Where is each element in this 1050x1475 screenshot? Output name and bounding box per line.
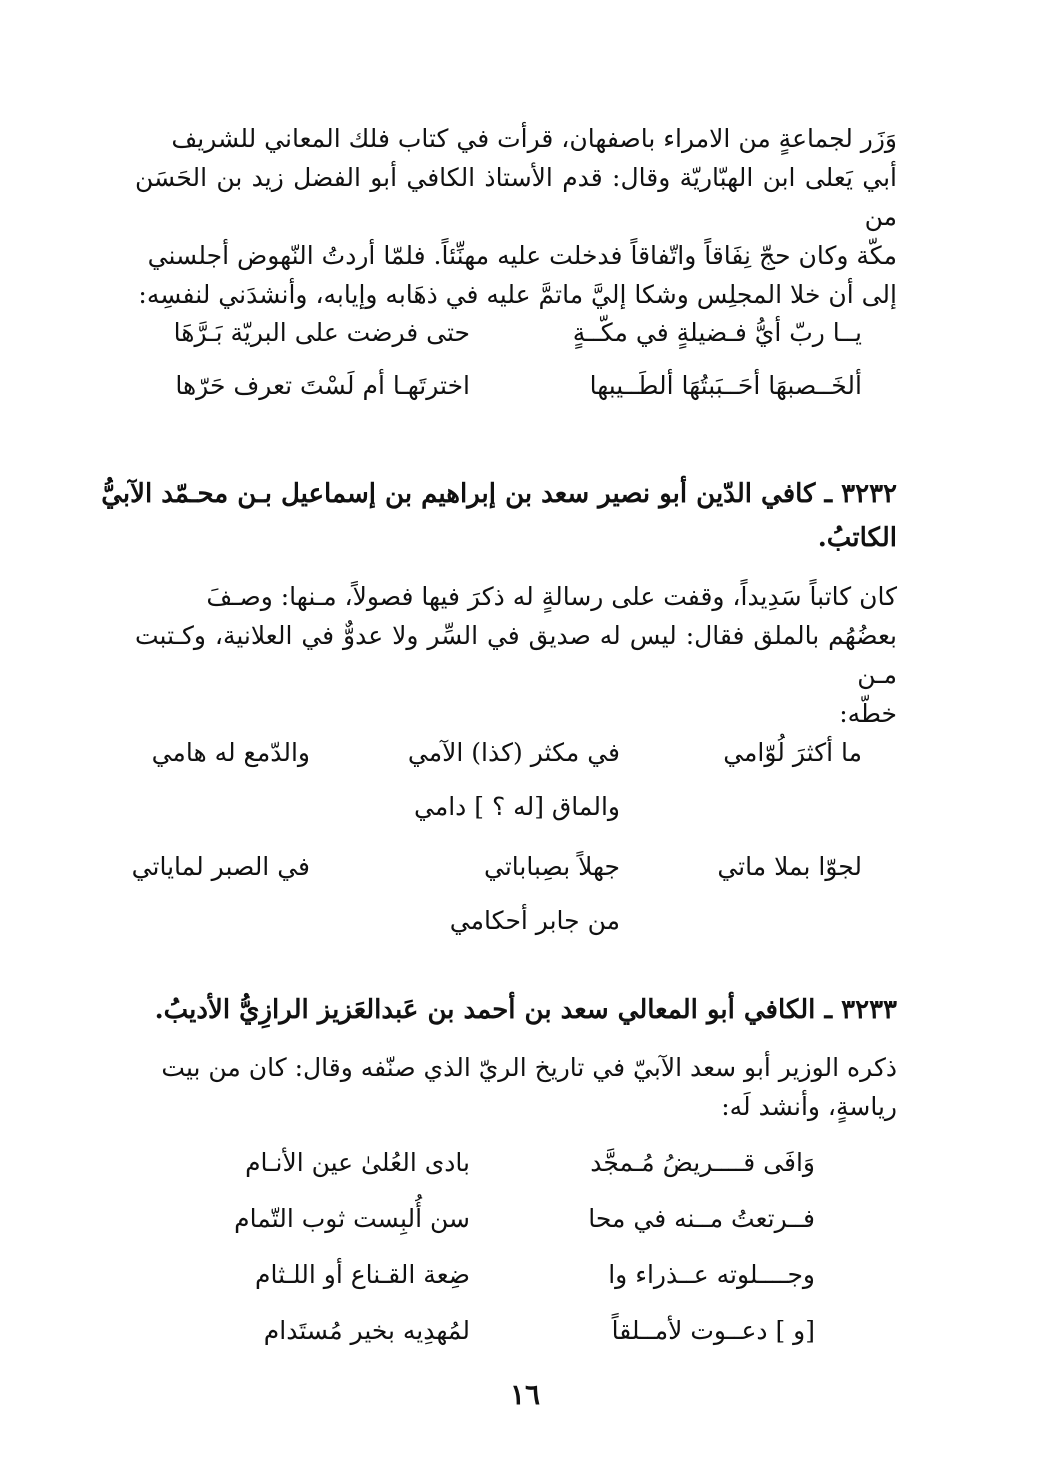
paragraph-intro — [135, 119, 897, 314]
verse-hemistich: وَافَى قــــريضُ مُـمجَّد — [590, 1148, 815, 1177]
text-line: كان كاتباً سَدِيداً، وقفت على رسالةٍ له ذكرَ فيها فصولاً، مـنها: وصـفَ — [206, 582, 897, 611]
verse-hemistich: سن أُلبِست ثوب التّمام — [234, 1204, 470, 1233]
verse-hemistich: لمُهدِيه بخير مُستَدام — [263, 1316, 470, 1345]
verse-hemistich: فــرتعتُ مــنه في محا — [588, 1204, 815, 1233]
verse-segment: من جابر أحكامي — [449, 906, 620, 935]
verse-hemistich: ضِعة القـناع أو اللـثام — [255, 1260, 470, 1289]
verse-hemistich: بادى العُلىٰ عين الأنـام — [245, 1148, 470, 1177]
text-line: خطّه: — [839, 699, 897, 728]
verse-hemistich: وجــــلوته عــذراء وا — [608, 1260, 815, 1289]
verse-segment: جهلاً بصِباباتي — [483, 852, 620, 881]
verse-segment: في الصبر لماياتي — [131, 852, 310, 881]
verse-segment: والماق [له ؟ ] دامي — [414, 792, 620, 821]
verse-hemistich: يــا ربّ أيُّ فـضيلةٍ في مكّــةٍ — [572, 318, 862, 347]
verse-segment: والدّمع له هامي — [151, 738, 310, 767]
paragraph-3232 — [135, 577, 897, 733]
text-line: رياسةٍ، وأنشد لَه: — [721, 1092, 897, 1121]
text-line: بعضُهُم بالملق فقال: ليس له صديق في السِّر ولا عدوٌّ في العلانية، وكـتبت مـن — [135, 621, 897, 689]
entry-heading-3232: ٣٢٣٢ ـ كافي الدّين أبو نصير سعد بن إبراهيم بن إسماعيل بـن محـمّد الآبيُّ — [101, 479, 897, 509]
verse-hemistich: ألخَــصبهَا أحَــبَبتُهَا ألطَــيبها — [589, 371, 862, 400]
text-line: مكّة وكان حجّ نِفَاقاً واتّفاقاً فدخلت عليه مهنِّئاً. فلمّا أردتُ النّهوض أجلسني — [147, 241, 897, 270]
text-line: وَزَر لجماعةٍ من الامراء باصفهان، قرأت في كتاب فلك المعاني للشريف — [171, 124, 897, 153]
paragraph-3233 — [135, 1048, 897, 1126]
text-line: إلى أن خلا المجلِس وشكا إليَّ ماتمَّ عليه في ذهَابه وإيابه، وأنشدَني لنفسِه: — [138, 280, 897, 309]
verse-hemistich: حتى فرضت على البريّة بَـرَّهَا — [173, 318, 470, 347]
text-line: أبي يَعلى ابن الهبّاريّة وقال: قدم الأستاذ الكافي أبو الفضل زيد بن الحَسَن من — [135, 163, 897, 231]
entry-heading-3232-cont: الكاتبُ. — [817, 523, 897, 553]
text-line: ذكره الوزير أبو سعد الآبيّ في تاريخ الريّ الذي صنّفه وقال: كان من بيت — [161, 1053, 897, 1082]
verse-segment: ما أكثرَ لُوّامي — [723, 738, 862, 767]
entry-heading-3233: ٣٢٣٣ ـ الكافي أبو المعالي سعد بن أحمد بن عَبدالعَزيز الرازِيُّ الأديبُ. — [154, 995, 897, 1025]
verse-segment: في مكثر (كذا) الآمي — [407, 738, 620, 767]
verse-hemistich: اخترتَهـا أم لَسْتَ تعرف حَرّها — [175, 371, 470, 400]
verse-hemistich: [و ] دعــوت لأمــلقاً — [611, 1316, 815, 1345]
page-number: ١٦ — [509, 1378, 541, 1411]
verse-segment: لجوّا بملا ماتي — [717, 852, 862, 881]
